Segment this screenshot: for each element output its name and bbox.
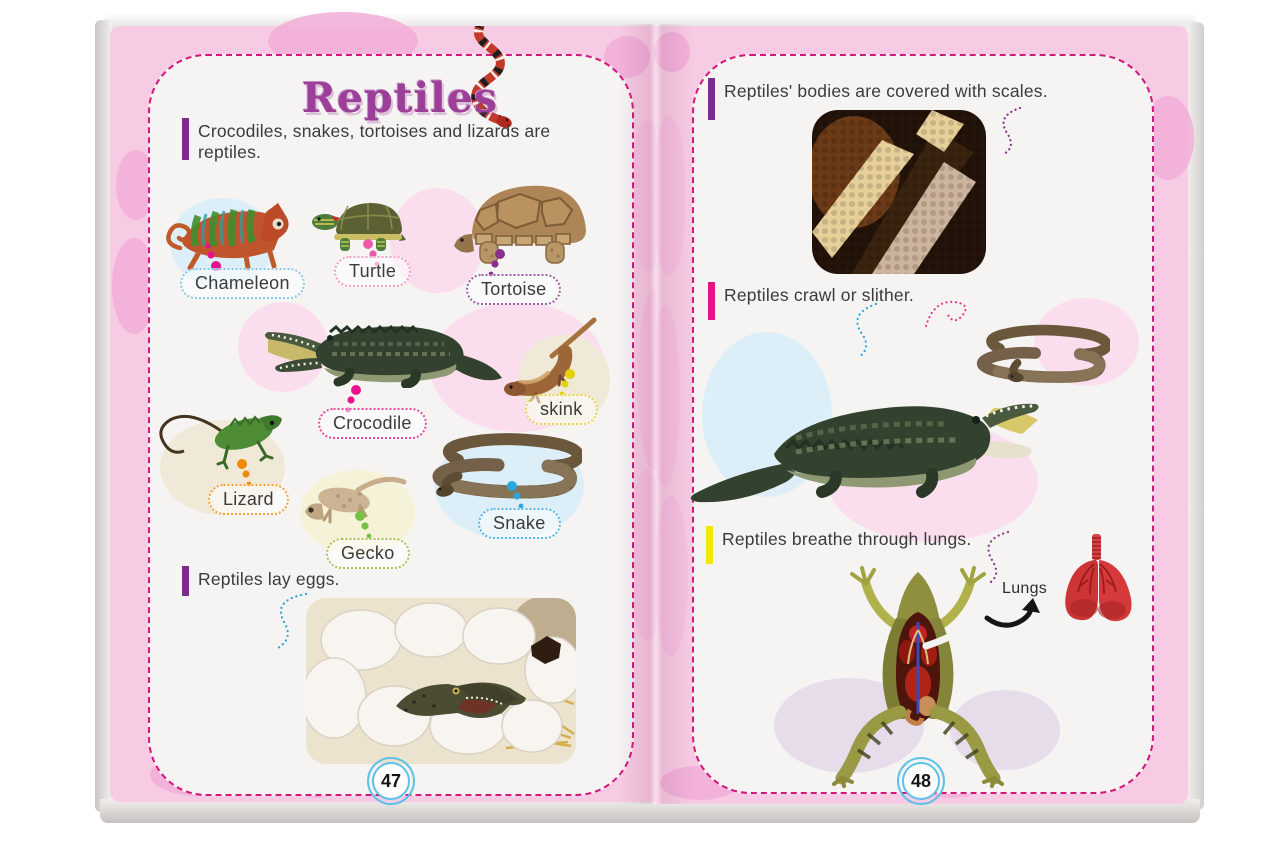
- heading-bar: [708, 282, 715, 320]
- fact-lungs: [706, 526, 1006, 564]
- page-number: 48: [910, 770, 932, 791]
- decor-blob: [652, 116, 686, 276]
- decor-blob: [650, 306, 680, 486]
- lungs-caption: Lungs: [1002, 580, 1048, 597]
- eggs-photo: [306, 598, 576, 764]
- skink-photo: [502, 314, 598, 404]
- intro-sentence: [182, 118, 612, 163]
- heading-bar: [708, 78, 715, 120]
- lizard-label: Lizard: [208, 484, 289, 515]
- snakeskin-photo: [812, 110, 986, 274]
- intro-text: Crocodiles, snakes, tortoises and lizards are reptiles.: [198, 121, 551, 162]
- fact-lungs-text: Reptiles breathe through lungs.: [722, 529, 972, 549]
- page-number: 47: [380, 770, 402, 791]
- snake-photo: [964, 320, 1110, 388]
- lizard-photo: [156, 390, 292, 482]
- frog-anatomy-photo: [830, 560, 1008, 788]
- snake-photo: [418, 432, 582, 500]
- decor-blob: [654, 32, 690, 72]
- heading-bar: [182, 566, 189, 596]
- page-number-badge: [372, 762, 410, 800]
- page-number-badge: [902, 762, 940, 800]
- crocodile-label: Crocodile: [318, 408, 427, 439]
- skink-label: skink: [525, 394, 598, 425]
- lungs-illustration: [1054, 532, 1138, 624]
- fact-eggs-text: Reptiles lay eggs.: [198, 569, 340, 589]
- heading-bar: [182, 118, 189, 160]
- gecko-label: Gecko: [326, 538, 410, 569]
- chameleon-photo: [154, 192, 306, 274]
- turtle-photo: [310, 182, 406, 254]
- turtle-label: Turtle: [334, 256, 411, 287]
- crocodile-photo: [686, 390, 1052, 508]
- fact-scales-text: Reptiles' bodies are covered with scales.: [724, 81, 1048, 101]
- decor-blob: [654, 496, 688, 656]
- heading-bar: [706, 526, 713, 564]
- fact-crawl-text: Reptiles crawl or slither.: [724, 285, 914, 305]
- chameleon-label: Chameleon: [180, 268, 305, 299]
- crocodile-photo: [258, 310, 510, 388]
- right-page-content: [692, 54, 1154, 794]
- left-page-content: [148, 54, 634, 796]
- page-title: Reptiles: [301, 74, 499, 122]
- tortoise-photo: [450, 172, 592, 264]
- dotted-curl-icon: [990, 104, 1028, 156]
- dotted-curl-icon: [844, 300, 882, 362]
- snake-label: Snake: [478, 508, 561, 539]
- tortoise-label: Tortoise: [466, 274, 561, 305]
